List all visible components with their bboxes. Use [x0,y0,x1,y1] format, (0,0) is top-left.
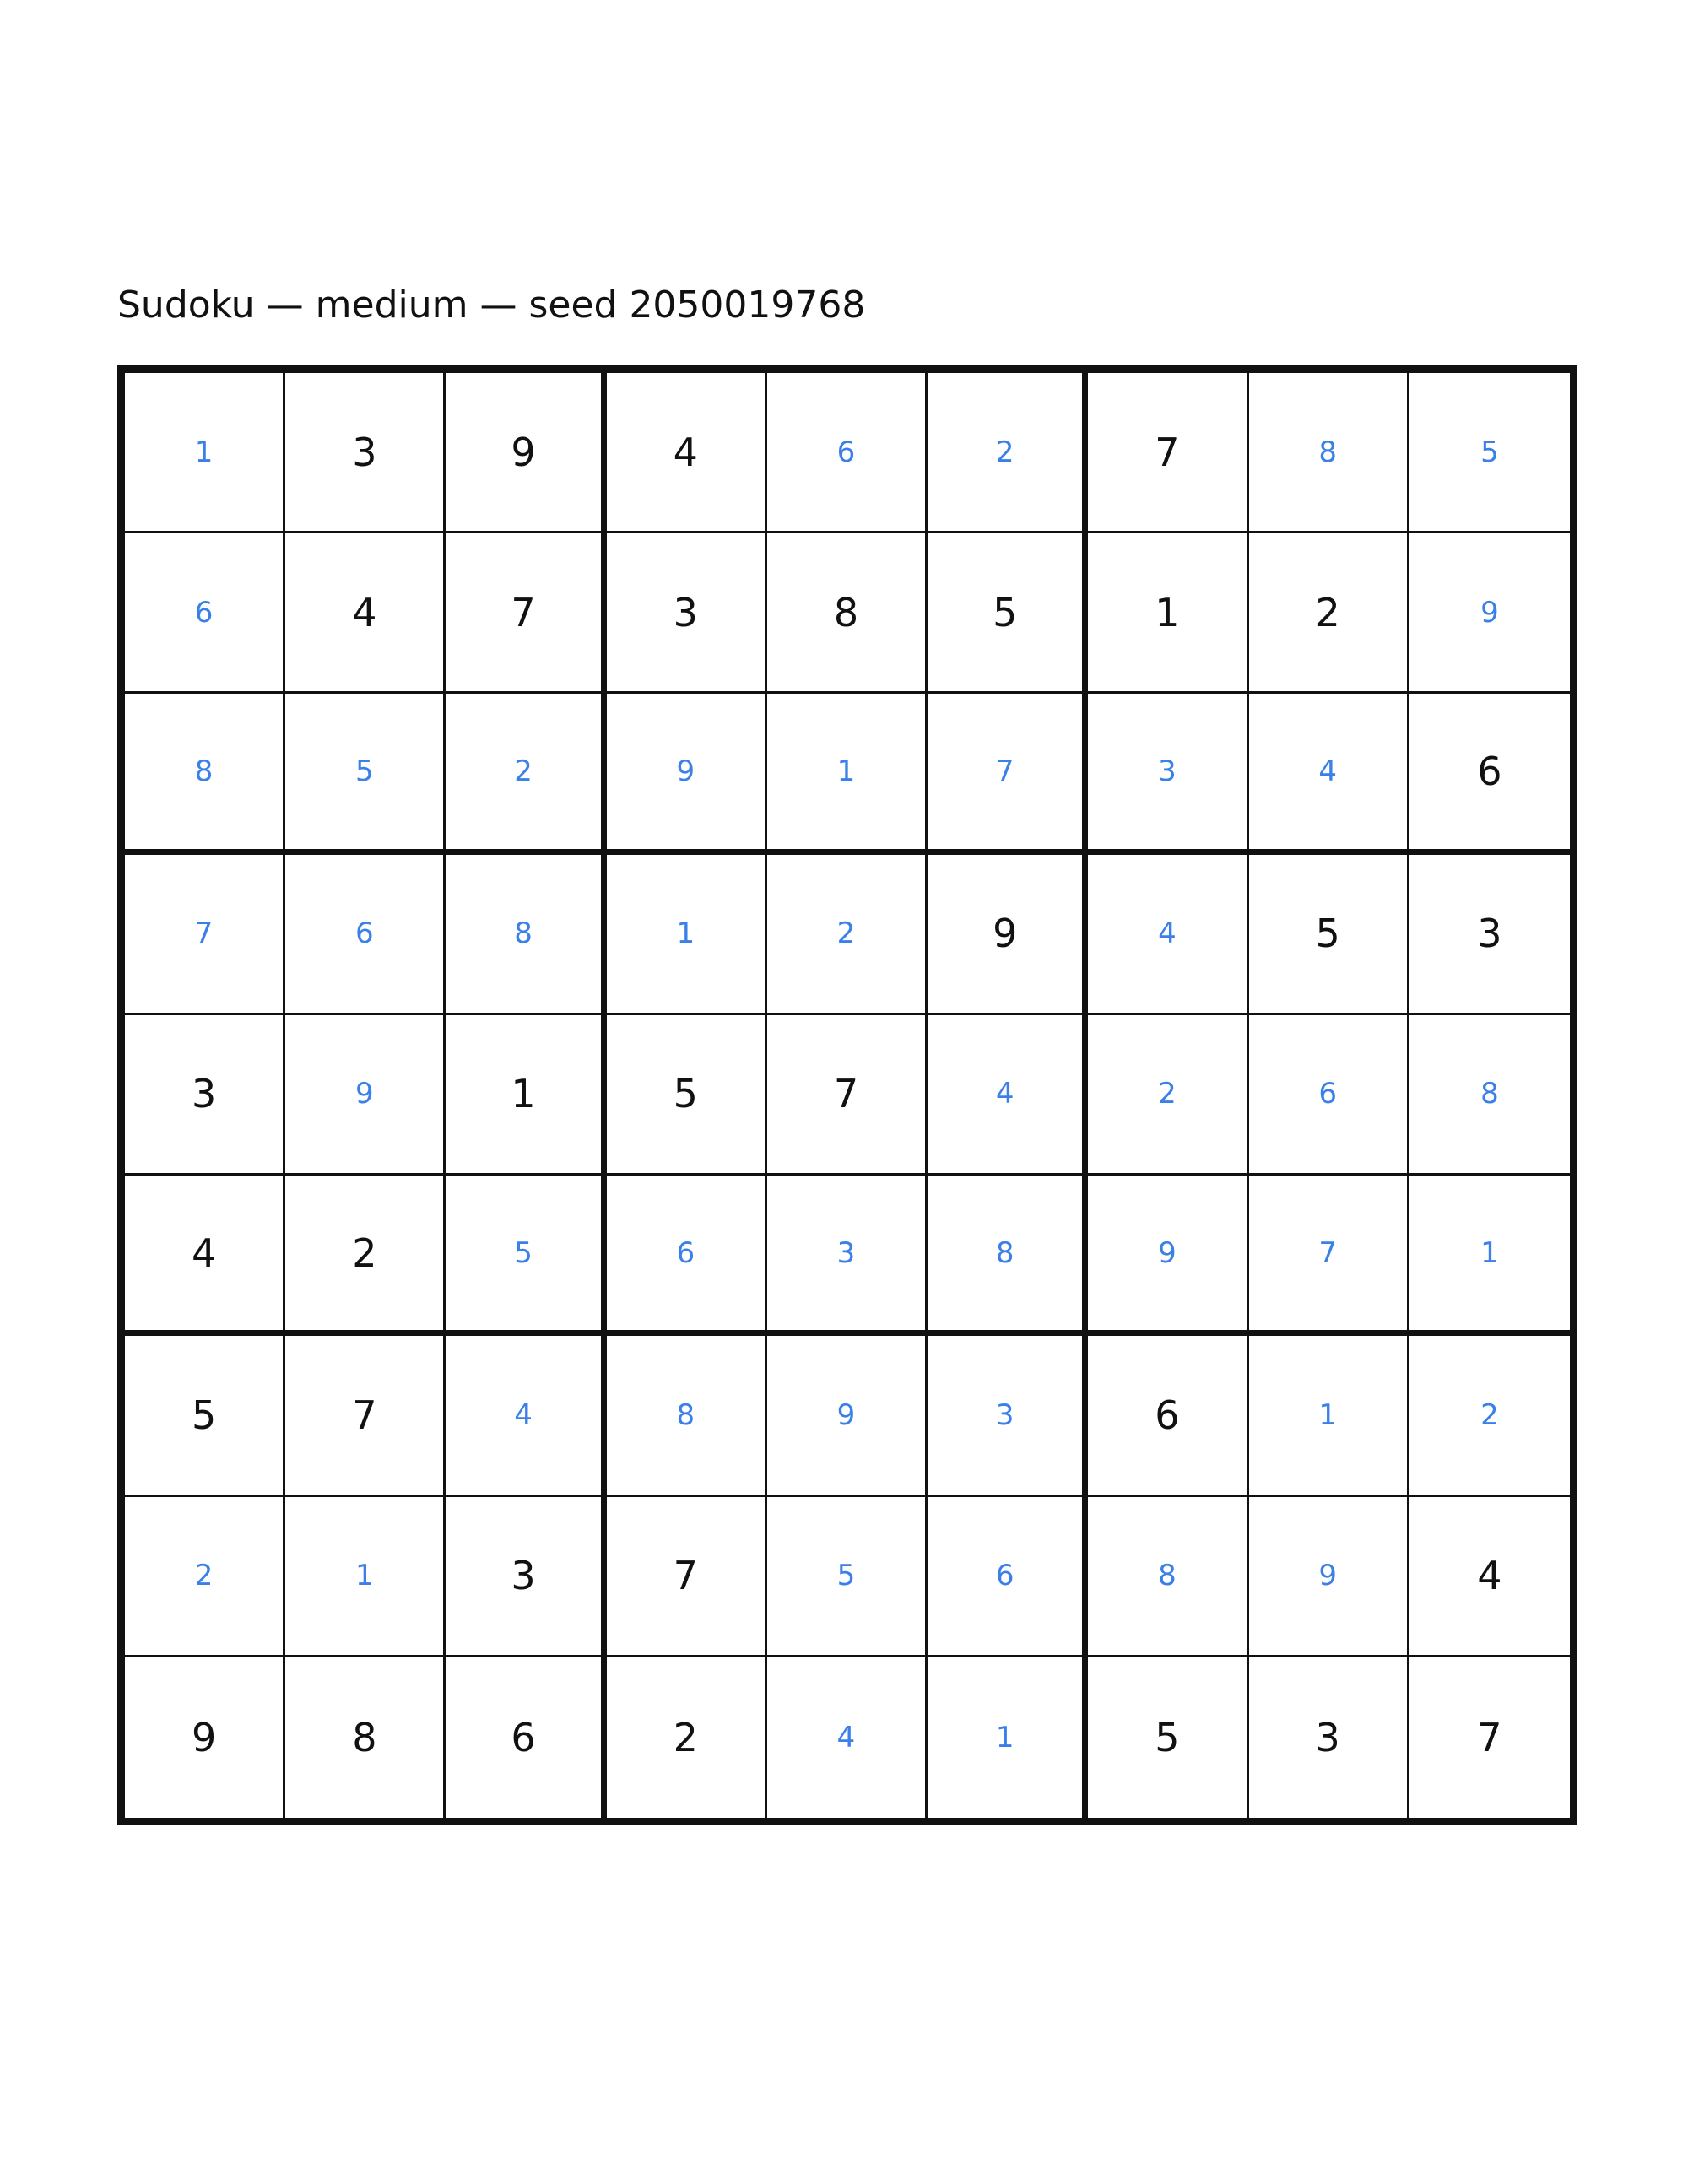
sudoku-cell-r9-c4[interactable]: 2 [607,1657,767,1818]
sudoku-cell-r9-c9[interactable]: 7 [1477,1714,1502,1760]
sudoku-cell-r6-c4[interactable]: 6 [607,1176,767,1336]
sudoku-cell-r4-c6[interactable]: 9 [928,855,1088,1015]
sudoku-cell-r4-c8[interactable]: 5 [1249,855,1409,1015]
sudoku-cell-r7-c1[interactable]: 5 [125,1336,285,1496]
sudoku-cell-r4-c2[interactable]: 6 [285,855,446,1015]
sudoku-cell-r6-c1[interactable]: 4 [125,1176,285,1336]
sudoku-cell-r4-c5[interactable]: 2 [767,855,928,1015]
sudoku-cell-r3-c5[interactable]: 1 [767,694,928,854]
sudoku-cell-r5-c6[interactable]: 4 [928,1015,1088,1176]
sudoku-cell-r1-c4[interactable]: 4 [607,373,767,533]
sudoku-cell-r3-c1[interactable]: 8 [125,694,285,854]
sudoku-cell-r3-c4[interactable]: 9 [607,694,767,854]
sudoku-cell-r9-c1[interactable]: 9 [125,1657,285,1818]
sudoku-cell-r8-c6[interactable]: 6 [928,1497,1088,1657]
sudoku-cell-r4-c9[interactable]: 3 [1409,855,1570,1015]
sudoku-board [117,365,1577,1825]
sudoku-cell-r1-c5[interactable]: 6 [767,373,928,533]
sudoku-cell-r1-c2[interactable]: 3 [285,373,446,533]
sudoku-cell-r2-c7[interactable]: 1 [1088,533,1248,694]
sudoku-cell-r8-c8[interactable]: 9 [1249,1497,1409,1657]
sudoku-cell-r2-c5[interactable]: 8 [767,533,928,694]
sudoku-cell-r3-c9[interactable]: 6 [1409,694,1570,854]
sudoku-cell-r7-c9[interactable]: 2 [1409,1336,1570,1496]
puzzle-title: Sudoku — medium — seed 2050019768 [117,284,866,327]
sudoku-cell-r2-c1[interactable]: 6 [125,533,285,694]
sudoku-cell-r6-c8[interactable]: 7 [1249,1176,1409,1336]
sudoku-cell-r1-c9[interactable]: 5 [1409,373,1570,533]
sudoku-cell-r9-c7[interactable]: 5 [1088,1657,1248,1818]
sudoku-cell-r1-c8[interactable]: 8 [1249,373,1409,533]
sudoku-cell-r3-c3[interactable]: 2 [446,694,606,854]
sudoku-cell-r5-c1[interactable]: 3 [125,1015,285,1176]
sudoku-cell-r5-c4[interactable]: 5 [607,1015,767,1176]
sudoku-cell-r2-c9[interactable]: 9 [1409,533,1570,694]
sudoku-cell-r4-c7[interactable]: 4 [1088,855,1248,1015]
sudoku-cell-r6-c2[interactable]: 2 [285,1176,446,1336]
sudoku-cell-r7-c3[interactable]: 4 [446,1336,606,1496]
sudoku-cell-r6-c6[interactable]: 8 [928,1176,1088,1336]
sudoku-cell-r9-c6[interactable]: 1 [928,1657,1088,1818]
sudoku-cell-r2-c3[interactable]: 7 [446,533,606,694]
sudoku-cell-r8-c2[interactable]: 1 [285,1497,446,1657]
sudoku-cell-r4-c1[interactable]: 7 [125,855,285,1015]
sudoku-cell-r2-c4[interactable]: 3 [607,533,767,694]
sudoku-cell-r5-c8[interactable]: 6 [1249,1015,1409,1176]
sudoku-cell-r3-c2[interactable]: 5 [285,694,446,854]
sudoku-cell-r6-c3[interactable]: 5 [446,1176,606,1336]
sudoku-cell-r9-c8[interactable]: 3 [1249,1657,1409,1818]
sudoku-cell-r5-c3[interactable]: 1 [446,1015,606,1176]
sudoku-cell-r1-c1[interactable]: 1 [125,373,285,533]
sudoku-cell-r7-c4[interactable]: 8 [607,1336,767,1496]
sudoku-cell-r8-c9[interactable]: 4 [1409,1497,1570,1657]
sudoku-cell-r7-c5[interactable]: 9 [767,1336,928,1496]
sudoku-cell-r6-c9[interactable]: 1 [1409,1176,1570,1336]
sudoku-cell-r3-c8[interactable]: 4 [1249,694,1409,854]
sudoku-cell-r1-c7[interactable]: 7 [1088,373,1248,533]
sudoku-cell-r5-c9[interactable]: 8 [1409,1015,1570,1176]
sudoku-cell-r8-c7[interactable]: 8 [1088,1497,1248,1657]
sudoku-cell-r2-c6[interactable]: 5 [928,533,1088,694]
sudoku-cell-r7-c8[interactable]: 1 [1249,1336,1409,1496]
sudoku-cell-r4-c3[interactable]: 8 [446,855,606,1015]
sudoku-cell-r3-c6[interactable]: 7 [928,694,1088,854]
sudoku-cell-r8-c4[interactable]: 7 [607,1497,767,1657]
sudoku-cell-r2-c8[interactable]: 2 [1249,533,1409,694]
sudoku-cell-r1-c3[interactable]: 9 [446,373,606,533]
sudoku-cell-r2-c2[interactable]: 4 [285,533,446,694]
sudoku-cell-r3-c7[interactable]: 3 [1088,694,1248,854]
sudoku-cell-r9-c2[interactable]: 8 [285,1657,446,1818]
sudoku-cell-r7-c6[interactable]: 3 [928,1336,1088,1496]
sudoku-cell-r5-c7[interactable]: 2 [1088,1015,1248,1176]
sudoku-cell-r8-c3[interactable]: 3 [446,1497,606,1657]
sudoku-cell-r7-c2[interactable]: 7 [285,1336,446,1496]
sudoku-cell-r9-c5[interactable]: 4 [767,1657,928,1818]
sudoku-cell-r5-c2[interactable]: 9 [285,1015,446,1176]
sudoku-cell-r9-c3[interactable]: 6 [446,1657,606,1818]
sudoku-cell-r6-c7[interactable]: 9 [1088,1176,1248,1336]
sudoku-cell-r6-c5[interactable]: 3 [767,1176,928,1336]
sudoku-cell-r4-c4[interactable]: 1 [607,855,767,1015]
sudoku-cell-r8-c5[interactable]: 5 [767,1497,928,1657]
sudoku-cell-r8-c1[interactable]: 2 [125,1497,285,1657]
sudoku-cell-r1-c6[interactable]: 2 [928,373,1088,533]
sudoku-cell-r7-c7[interactable]: 6 [1088,1336,1248,1496]
sudoku-cell-r5-c5[interactable]: 7 [767,1015,928,1176]
